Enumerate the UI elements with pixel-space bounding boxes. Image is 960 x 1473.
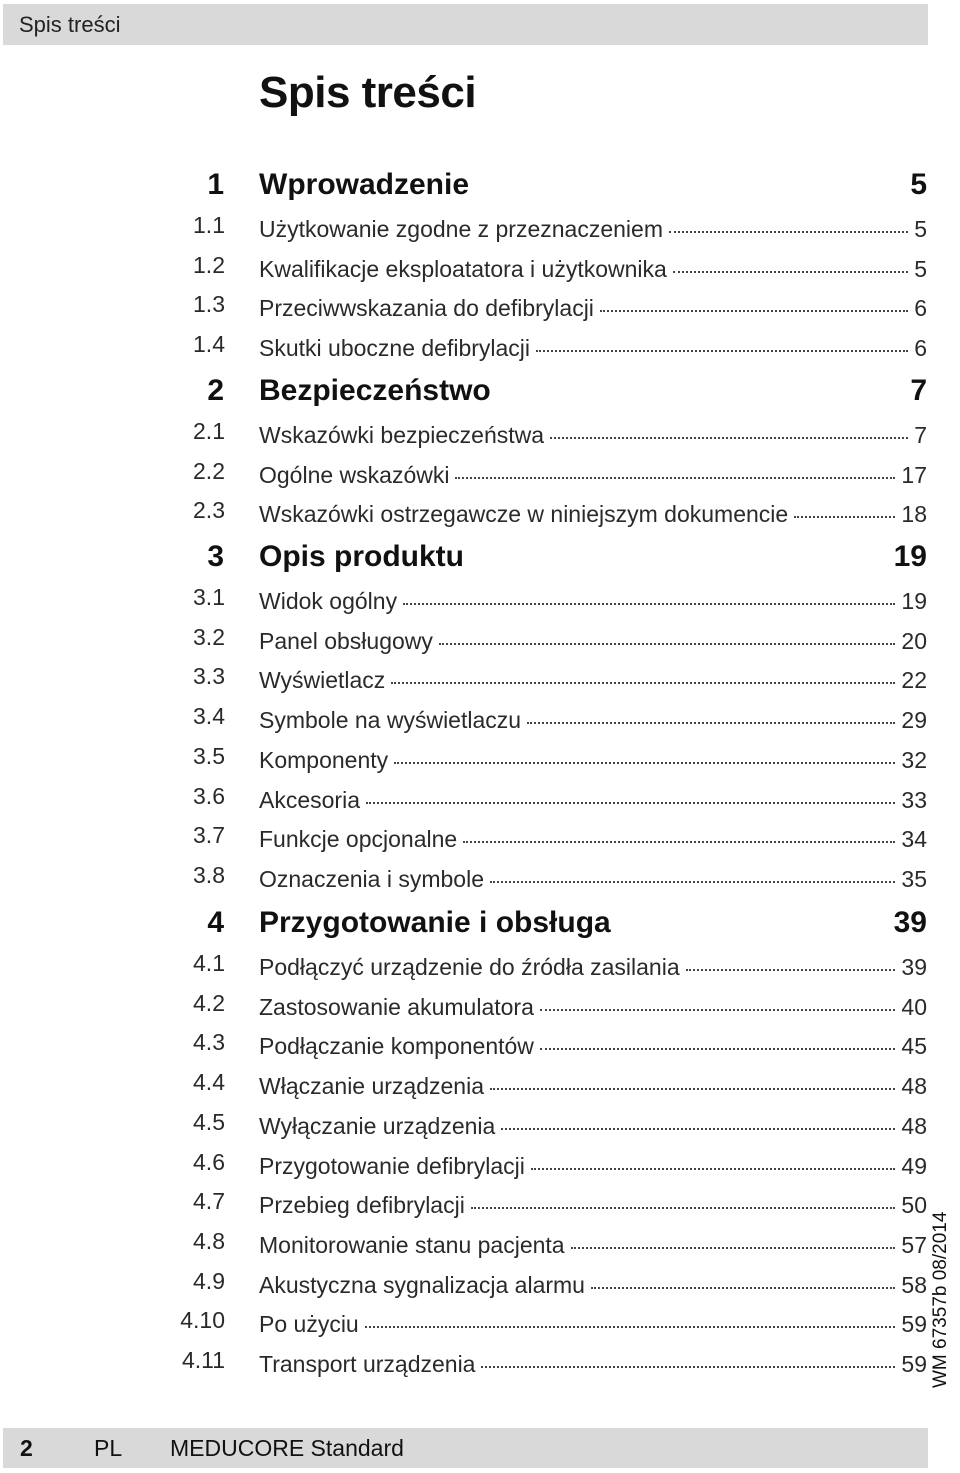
toc-page-number: 59 [901, 1311, 927, 1338]
toc-title-cell [259, 584, 927, 615]
toc-title: Akcesoria [259, 786, 360, 813]
footer-page-number: 2 [20, 1435, 33, 1461]
toc-title-cell [259, 418, 927, 449]
toc-number: 1.1 [193, 212, 225, 238]
toc-number: 3.4 [193, 703, 225, 730]
toc-title: Podłączyć urządzenie do źródła zasilania [259, 954, 680, 980]
toc-title-cell [259, 1109, 927, 1140]
toc-dot-leader [540, 986, 896, 1011]
toc-number: 2.1 [193, 418, 225, 444]
toc-title: Widok ogólny [259, 588, 398, 614]
toc-title: Wyłączanie urządzenia [259, 1112, 496, 1139]
toc-title-cell [259, 1069, 927, 1100]
toc-number: 4.3 [193, 1029, 225, 1056]
footer-bar [3, 1428, 928, 1468]
toc-number: 4.5 [193, 1108, 225, 1135]
toc-page-number: 5 [914, 255, 927, 282]
toc-title-cell [259, 1188, 927, 1219]
toc-page-number: 18 [901, 501, 927, 528]
toc-title-cell [259, 1347, 927, 1378]
toc-title-cell [259, 1307, 927, 1338]
toc-page-number: 6 [914, 295, 927, 322]
toc-dot-leader [686, 946, 896, 971]
toc-page-number: 19 [901, 588, 927, 614]
toc-page-number: 35 [901, 865, 927, 892]
toc-title-cell [259, 990, 927, 1021]
toc-page-number: 57 [901, 1231, 927, 1258]
toc-dot-leader [673, 248, 908, 273]
page-title: Spis treści [259, 68, 477, 117]
toc-page-number: 7 [910, 374, 927, 407]
toc-number: 1.2 [193, 251, 225, 278]
toc-dot-leader [439, 620, 896, 645]
toc-number: 2 [207, 374, 224, 407]
toc-number: 2.2 [193, 457, 225, 484]
toc-dot-leader [366, 779, 895, 804]
toc-title: Akustyczna sygnalizacja alarmu [259, 1271, 585, 1298]
toc-page-number: 17 [901, 461, 927, 488]
toc-page-number: 45 [901, 1033, 927, 1060]
toc-number: 3.6 [193, 782, 225, 809]
toc-title-cell [259, 458, 927, 489]
toc-title-cell [259, 497, 927, 528]
toc-title: Zastosowanie akumulatora [259, 993, 534, 1020]
toc-title-cell [259, 703, 927, 734]
toc-number: 3.7 [193, 822, 225, 849]
toc-page-number: 48 [901, 1112, 927, 1139]
toc-page-number: 34 [901, 826, 927, 853]
toc-title-cell [259, 663, 927, 694]
toc-dot-leader [490, 1065, 895, 1090]
toc-number: 3.1 [193, 584, 225, 610]
toc-title-cell [259, 822, 927, 853]
toc-title: Wprowadzenie [259, 168, 470, 201]
toc-title: Bezpieczeństwo [259, 374, 491, 407]
toc-title: Wskazówki ostrzegawcze w niniejszym dokumencie [259, 501, 789, 528]
toc-title: Funkcje opcjonalne [259, 826, 458, 853]
toc-dot-leader [571, 1224, 896, 1249]
toc-title-cell [259, 1268, 927, 1299]
toc-page-number: 6 [914, 335, 927, 362]
toc-title-cell [259, 168, 927, 202]
toc-page-number: 50 [901, 1192, 927, 1219]
toc-page-number: 20 [901, 627, 927, 654]
toc-title: Opis produktu [259, 540, 464, 573]
toc-dot-leader [527, 699, 895, 724]
toc-title: Panel obsługowy [259, 627, 433, 654]
toc-dot-leader [591, 1264, 895, 1289]
toc-title: Oznaczenia i symbole [259, 865, 484, 892]
toc-page-number: 39 [901, 954, 927, 980]
toc-dot-leader [455, 454, 895, 479]
toc-title-cell [259, 862, 927, 893]
toc-title-cell [259, 540, 927, 574]
toc-number: 4.2 [193, 989, 225, 1016]
toc-dot-leader [403, 580, 895, 605]
toc-number: 4.1 [193, 950, 225, 976]
toc-title: Po użyciu [259, 1311, 359, 1338]
toc-page-number: 5 [914, 216, 927, 242]
toc-title: Włączanie urządzenia [259, 1073, 485, 1100]
toc-dot-leader [490, 858, 895, 883]
toc-title: Przygotowanie i obsługa [259, 906, 611, 939]
toc-title: Kwalifikacje eksploatatora i użytkownika [259, 255, 667, 282]
toc-number: 1 [207, 168, 224, 201]
toc-title-cell [259, 252, 927, 283]
toc-title-cell [259, 624, 927, 655]
toc-title-cell [259, 1149, 927, 1180]
toc-dot-leader [394, 739, 895, 764]
toc-number: 1.3 [193, 291, 225, 318]
toc-dot-leader [391, 659, 895, 684]
toc-number: 4.4 [193, 1069, 225, 1096]
toc-title: Przeciwwskazania do defibrylacji [259, 295, 594, 322]
toc-title: Przebieg defibrylacji [259, 1192, 465, 1219]
toc-dot-leader [550, 414, 908, 439]
footer-product-name: MEDUCORE Standard [170, 1435, 404, 1461]
toc-title-cell [259, 212, 927, 243]
toc-title: Podłączanie komponentów [259, 1033, 534, 1060]
header-label: Spis treści [19, 12, 121, 37]
toc-page-number: 22 [901, 667, 927, 694]
toc-page-number: 59 [901, 1351, 927, 1377]
toc-page-number: 33 [901, 786, 927, 813]
toc-page-number: 58 [901, 1271, 927, 1298]
toc-number: 4 [207, 906, 224, 939]
toc-dot-leader [536, 327, 908, 352]
toc-title: Wskazówki bezpieczeństwa [259, 422, 545, 448]
toc-number: 4.11 [181, 1347, 225, 1373]
toc-dot-leader [501, 1105, 895, 1130]
toc-dot-leader [481, 1343, 895, 1368]
toc-title: Monitorowanie stanu pacjenta [259, 1231, 565, 1258]
toc-number: 3.2 [193, 623, 225, 650]
toc-page-number: 5 [910, 168, 927, 201]
toc-title: Użytkowanie zgodne z przeznaczeniem [259, 216, 663, 242]
toc-number: 4.10 [180, 1307, 225, 1334]
toc-title-cell [259, 743, 927, 774]
toc-dot-leader [471, 1184, 896, 1209]
toc-page-number: 48 [901, 1073, 927, 1100]
toc-number: 4.6 [193, 1148, 225, 1175]
toc-number: 3.5 [193, 742, 225, 769]
toc-title-cell [259, 950, 927, 981]
toc-title-cell [259, 906, 927, 940]
toc-title-cell [259, 374, 927, 408]
toc-dot-leader [669, 208, 908, 233]
toc-page-number: 49 [901, 1152, 927, 1179]
toc-title-cell [259, 291, 927, 322]
toc-title: Symbole na wyświetlaczu [259, 707, 522, 734]
toc-number: 4.7 [193, 1188, 225, 1215]
toc-dot-leader [365, 1303, 896, 1328]
toc-title: Ogólne wskazówki [259, 461, 450, 488]
toc-title-cell [259, 1228, 927, 1259]
toc-title-cell [259, 1029, 927, 1060]
toc-title: Komponenty [259, 746, 389, 773]
toc-page-number: 32 [901, 746, 927, 773]
toc-title-cell [259, 331, 927, 362]
toc-dot-leader [540, 1025, 896, 1050]
toc-number: 2.3 [193, 497, 225, 524]
toc-page-number: 7 [914, 422, 927, 448]
toc-number: 3.3 [193, 663, 225, 690]
toc-title: Transport urządzenia [259, 1351, 476, 1377]
toc-page-number: 29 [901, 707, 927, 734]
toc-number: 3.8 [193, 861, 225, 888]
toc-dot-leader [463, 818, 895, 843]
toc-number: 1.4 [193, 331, 225, 358]
toc-page-number: 39 [893, 906, 927, 939]
toc-number: 4.8 [193, 1227, 225, 1254]
toc-dot-leader [794, 493, 895, 518]
toc-dot-leader [600, 287, 908, 312]
toc-title: Skutki uboczne defibrylacji [259, 335, 531, 362]
toc-number: 4.9 [193, 1267, 225, 1294]
toc-page-number: 19 [893, 540, 927, 573]
toc-title: Wyświetlacz [259, 667, 386, 694]
toc-number: 3 [207, 540, 224, 573]
toc-title-cell [259, 783, 927, 814]
toc-dot-leader [531, 1145, 896, 1170]
footer-language: PL [94, 1435, 123, 1461]
document-code: WM 67357b 08/2014 [930, 1211, 951, 1388]
toc-title: Przygotowanie defibrylacji [259, 1152, 525, 1179]
toc-page-number: 40 [901, 993, 927, 1020]
